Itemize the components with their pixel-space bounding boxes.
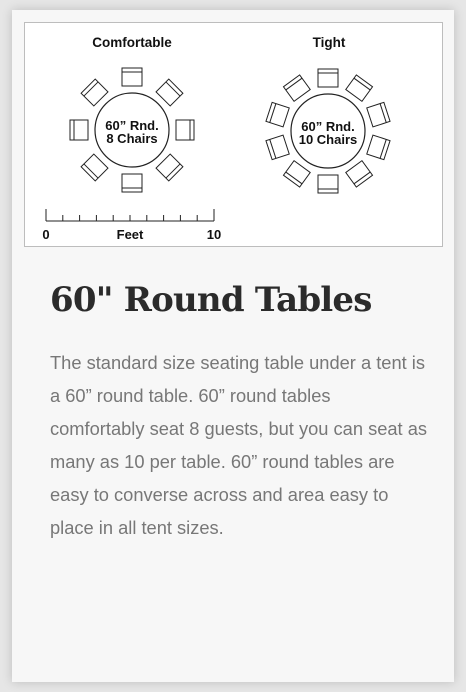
tight-chair (367, 102, 390, 127)
seating-diagram-svg (25, 23, 442, 246)
product-card (12, 10, 454, 682)
comfortable-chair (156, 79, 183, 106)
comfortable-chair (122, 174, 142, 192)
seating-diagram (24, 22, 443, 247)
comfortable-chair (70, 120, 88, 140)
tight-chair (266, 102, 289, 127)
tight-chair (318, 69, 338, 87)
comfortable-caption: Comfortable (92, 35, 172, 50)
tight-chair (346, 75, 373, 101)
tight-caption: Tight (312, 35, 346, 50)
tight-chair (346, 161, 373, 187)
scale-bar (46, 209, 214, 221)
comfortable-chair (156, 154, 183, 181)
scale-unit-label: Feet (116, 227, 144, 242)
page-title: 60" Round Tables (50, 280, 372, 320)
comfortable-chair (122, 68, 142, 86)
tight-chair (283, 75, 310, 101)
tight-chair (318, 175, 338, 193)
comfortable-chair (176, 120, 194, 140)
description-text: The standard size seating table under a tent is a 60” round table. 60” round tables comfortably seat 8 guests, but you can seat as many as 10 per table. 60” round tables are easy to converse across and area easy to place in all tent sizes. (50, 352, 428, 538)
scale-end-label: 10 (206, 227, 222, 242)
comfortable-chair (81, 154, 108, 181)
scale-start-label: 0 (42, 227, 50, 242)
tight-chair (266, 135, 289, 160)
tight-chair (283, 161, 310, 187)
tight-chair (367, 135, 390, 160)
table-8-label-line2: 8 Chairs (106, 131, 158, 146)
table-8-label-line1: 60” Rnd. (105, 118, 159, 133)
table-10-label-line2: 10 Chairs (298, 132, 358, 147)
comfortable-chair (81, 79, 108, 106)
table-10-label-line1: 60” Rnd. (301, 119, 355, 134)
